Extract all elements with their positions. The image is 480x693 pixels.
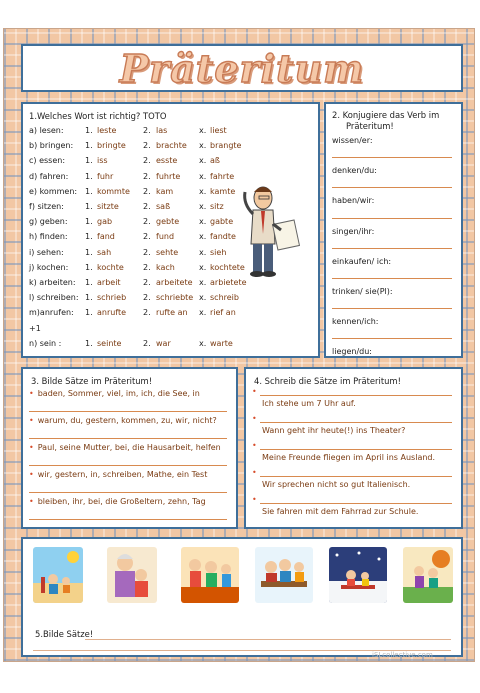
conjugation-item: denken/du:: [332, 164, 452, 188]
option-marker: x.: [199, 141, 207, 151]
writing-line: [260, 449, 452, 450]
option-answer: kach: [156, 262, 175, 272]
option-answer: arbeitete: [156, 278, 193, 287]
option-marker: 1.: [85, 338, 93, 348]
option-answer: gebte: [156, 217, 180, 227]
option-marker: 2.: [143, 141, 151, 151]
option-answer: esste: [156, 156, 178, 166]
option-marker: 2.: [143, 156, 151, 166]
option-answer: kochtete: [210, 262, 245, 272]
verb-label: f) sitzen:: [29, 202, 64, 211]
verb-label: l) schreiben:: [29, 293, 79, 303]
bullet-icon: •: [252, 387, 257, 396]
option-marker: x.: [199, 156, 207, 166]
sentence-words: bleiben, ihr, bei, die Großeltern, zehn, Tag: [37, 497, 206, 506]
verb-label: g) geben:: [29, 217, 68, 227]
option-answer: gab: [97, 217, 113, 227]
option-marker: x.: [199, 338, 207, 348]
sentence-to-convert: Wir sprechen nicht so gut Italienisch.: [262, 480, 411, 489]
section1-heading: 1.Welches Wort ist richtig? TOTO: [29, 111, 167, 121]
option-answer: arbeit: [97, 278, 121, 287]
option-marker: 1.: [85, 278, 93, 287]
verb-label: m)anrufen:: [29, 308, 74, 318]
option-marker: 2.: [143, 217, 151, 227]
sentence-prompt: [29, 389, 229, 398]
option-marker: 1.: [85, 126, 93, 135]
option-answer: kommte: [97, 186, 130, 196]
option-answer: fandte: [210, 232, 236, 242]
writing-line: [29, 492, 227, 493]
thinking-man-illustration: [241, 184, 305, 284]
option-marker: 1.: [85, 262, 93, 272]
sentence-words: baden, Sommer, viel, im, ich, die See, in: [37, 389, 200, 398]
picture-winter-sledding: [329, 547, 387, 603]
verb-label: j) kochen:: [29, 262, 69, 272]
option-answer: schriebte: [156, 293, 194, 303]
option-marker: x.: [199, 232, 207, 242]
sentence-prompt: [29, 470, 229, 479]
section-rewrite-sentences: [244, 367, 463, 529]
section3-heading: 3. Bilde Sätze im Präteritum!: [31, 376, 153, 386]
option-answer: kamte: [210, 186, 236, 196]
bullet-icon: •: [29, 416, 34, 425]
option-answer: war: [156, 338, 171, 348]
option-marker: 2.: [143, 278, 151, 287]
option-answer: sitzte: [97, 202, 119, 211]
option-marker: 1.: [85, 308, 93, 318]
writing-line: [260, 503, 452, 504]
sentence-prompt: [29, 416, 229, 425]
option-answer: rief an: [210, 308, 236, 318]
option-answer: saß: [156, 202, 171, 211]
sentence-words: Paul, seine Mutter, bei, die Hausarbeit, helfen: [37, 443, 221, 452]
section-picture-sentences: [21, 537, 463, 657]
worksheet: [3, 28, 475, 662]
option-marker: 1.: [85, 186, 93, 196]
bullet-icon: •: [29, 443, 34, 452]
sentence-to-convert: Wann geht ihr heute(!) ins Theater?: [262, 426, 406, 435]
writing-line: [29, 519, 227, 520]
option-answer: fahrte: [210, 171, 235, 181]
verb-label: a) lesen:: [29, 126, 64, 135]
section-conjugate: [324, 102, 463, 358]
option-answer: fuhr: [97, 171, 114, 181]
option-marker: x.: [199, 202, 207, 211]
conjugation-list: [332, 134, 452, 376]
sentence-to-convert: Ich stehe um 7 Uhr auf.: [262, 399, 356, 408]
conjugation-item: wissen/er:: [332, 134, 452, 158]
option-marker: x.: [199, 262, 207, 272]
verb-label: e) kommen:: [29, 186, 78, 196]
option-marker: x.: [199, 247, 207, 257]
option-answer: iss: [97, 156, 108, 166]
option-answer: schrieb: [97, 293, 127, 303]
verb-label: +1: [29, 323, 41, 333]
option-marker: 2.: [143, 186, 151, 196]
bullet-icon: •: [29, 389, 34, 398]
option-marker: x.: [199, 278, 207, 287]
picture-family-kitchen: [181, 547, 239, 603]
option-answer: arbietete: [210, 278, 247, 287]
picture-children-autumn: [403, 547, 453, 603]
option-marker: 2.: [143, 171, 151, 181]
verb-label: h) finden:: [29, 232, 68, 242]
writing-line: [260, 476, 452, 477]
bullet-icon: •: [29, 470, 34, 479]
conjugation-item: haben/wir:: [332, 194, 452, 218]
writing-line: [260, 395, 452, 396]
option-marker: 1.: [85, 202, 93, 211]
option-answer: brangte: [210, 141, 242, 151]
option-marker: 1.: [85, 171, 93, 181]
conjugation-item: singen/ihr:: [332, 225, 452, 249]
sentence-words: wir, gestern, in, schreiben, Mathe, ein Test: [37, 470, 208, 479]
sentence-to-convert: Meine Freunde fliegen im April ins Ausland.: [262, 453, 436, 462]
conjugation-item: liegen/du:: [332, 345, 452, 369]
writing-line: [29, 411, 227, 412]
section2-heading-line2: Präteritum!: [346, 121, 394, 131]
bullet-icon: •: [252, 468, 257, 477]
picture-beach-family: [33, 547, 83, 603]
picture-grandmother-child: [107, 547, 157, 603]
verb-label: k) arbeiten:: [29, 278, 76, 287]
option-marker: 1.: [85, 141, 93, 151]
verb-label: b) bringen:: [29, 141, 74, 151]
option-answer: sitz: [210, 202, 224, 211]
option-marker: x.: [199, 308, 207, 318]
sentence-words: warum, du, gestern, kommen, zu, wir, nicht?: [37, 416, 217, 425]
section5-heading: 5.Bilde Sätze!: [35, 629, 94, 639]
writing-line: [29, 465, 227, 466]
conjugation-item: einkaufen/ ich:: [332, 255, 452, 279]
sentence-to-convert: Sie fahren mit dem Fahrrad zur Schule.: [262, 507, 419, 516]
option-marker: 2.: [143, 308, 151, 318]
option-marker: 1.: [85, 217, 93, 227]
option-answer: kochte: [97, 262, 124, 272]
title-banner: [21, 44, 463, 92]
option-marker: x.: [199, 186, 207, 196]
verb-label: i) sehen:: [29, 247, 64, 257]
option-answer: kam: [156, 186, 174, 196]
option-answer: bringte: [97, 141, 126, 151]
bullet-icon: •: [252, 495, 257, 504]
writing-line: [29, 438, 227, 439]
section-build-sentences: [21, 367, 238, 529]
option-answer: fand: [97, 232, 115, 242]
option-answer: fuhrte: [156, 171, 181, 181]
bullet-icon: •: [29, 497, 34, 506]
option-marker: 2.: [143, 247, 151, 257]
option-marker: x.: [199, 217, 207, 227]
section-multiple-choice: [21, 102, 320, 358]
option-marker: x.: [199, 126, 207, 135]
option-marker: x.: [199, 171, 207, 181]
verb-label: n) sein :: [29, 338, 62, 348]
option-answer: sieh: [210, 247, 227, 257]
section4-heading: 4. Schreib die Sätze im Präteritum!: [254, 376, 401, 386]
option-marker: 2.: [143, 338, 151, 348]
option-answer: rufte an: [156, 308, 188, 318]
option-marker: 1.: [85, 247, 93, 257]
conjugation-item: kennen/ich:: [332, 315, 452, 339]
option-answer: sah: [97, 247, 112, 257]
option-answer: fund: [156, 232, 175, 242]
option-answer: brachte: [156, 141, 187, 151]
option-answer: aß: [210, 156, 220, 166]
option-marker: 2.: [143, 202, 151, 211]
sentence-prompt: [29, 443, 229, 452]
bullet-icon: •: [252, 441, 257, 450]
conjugation-item: trinken/ sie(Pl):: [332, 285, 452, 309]
option-answer: schreib: [210, 293, 239, 303]
option-answer: sehte: [156, 247, 179, 257]
verb-label: c) essen:: [29, 156, 66, 166]
option-answer: warte: [210, 338, 233, 348]
sentence-prompt: [29, 497, 229, 506]
option-marker: 1.: [85, 156, 93, 166]
picture-family-dinner: [255, 547, 313, 603]
option-answer: liest: [210, 126, 227, 135]
option-answer: gabte: [210, 217, 234, 227]
writing-line: [85, 639, 451, 640]
option-marker: 2.: [143, 232, 151, 242]
watermark: iSLcollective.com: [372, 651, 433, 659]
option-answer: las: [156, 126, 168, 135]
verb-label: d) fahren:: [29, 171, 69, 181]
page-title: Präteritum: [119, 45, 365, 91]
option-answer: anrufte: [97, 308, 127, 318]
option-answer: seinte: [97, 338, 122, 348]
option-marker: 2.: [143, 293, 151, 303]
option-marker: 1.: [85, 293, 93, 303]
bullet-icon: •: [252, 414, 257, 423]
writing-line: [260, 422, 452, 423]
option-marker: 2.: [143, 126, 151, 135]
section2-heading-line1: 2. Konjugiere das Verb im: [332, 110, 440, 120]
option-answer: leste: [97, 126, 117, 135]
option-marker: 1.: [85, 232, 93, 242]
option-marker: 2.: [143, 262, 151, 272]
option-marker: x.: [199, 293, 207, 303]
